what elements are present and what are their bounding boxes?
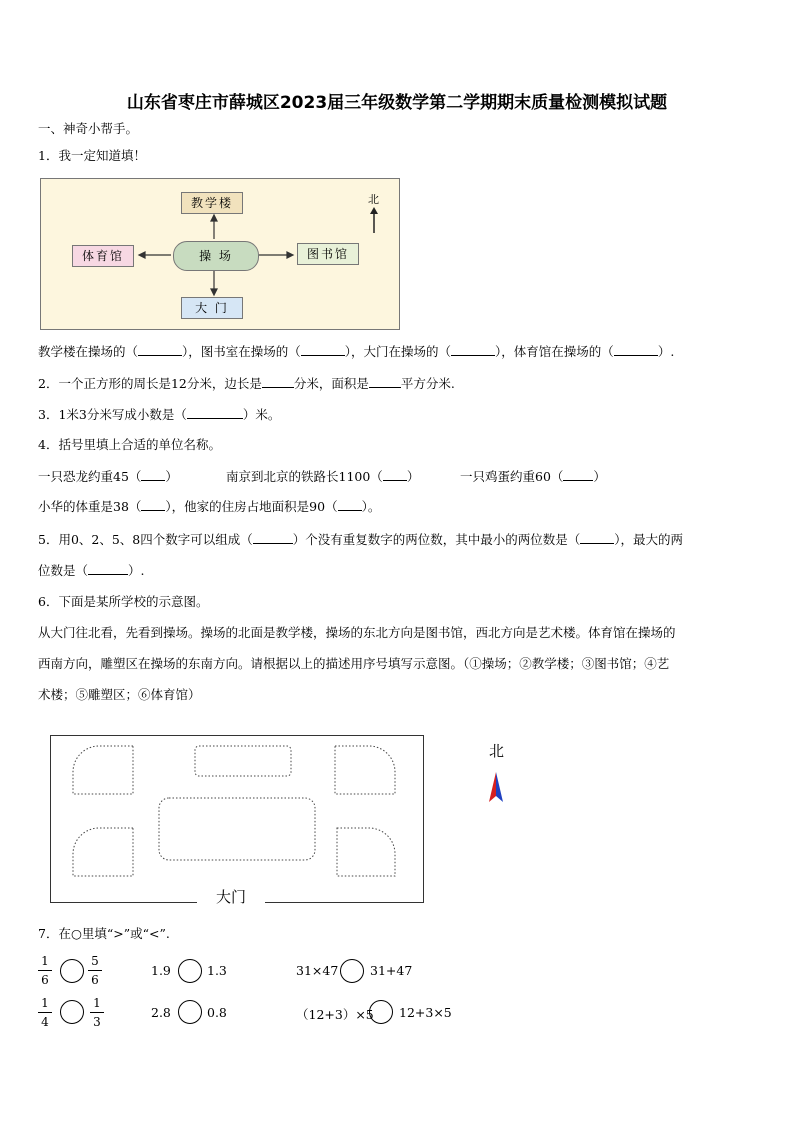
gym-box: 体育馆 <box>72 245 134 267</box>
area-slot-center <box>159 798 315 860</box>
decimal-left: 2.8 <box>151 1005 171 1020</box>
decimal-right: 0.8 <box>207 1005 227 1020</box>
q7-heading: 7．在○里填“>”或“<”. <box>38 926 170 941</box>
gate-label: 大门 <box>216 888 247 906</box>
fraction: 1 6 <box>38 954 52 987</box>
compare-circle[interactable] <box>369 1000 393 1024</box>
q6-paragraph-2: 西南方向，雕塑区在操场的东南方向。请根据以上的描述用序号填写示意图。（①操场；②教学楼；③图书馆；④艺 <box>38 656 670 671</box>
compare-circle[interactable] <box>340 959 364 983</box>
compass-arrow-icon <box>488 770 512 804</box>
page-title: 山东省枣庄市薛城区2023届三年级数学第二学期期末质量检测模拟试题 <box>126 93 668 113</box>
q5-line1: 5．用0、2、5、8四个数字可以组成（ ）个没有重复数字的两位数，其中最小的两位数是（ ），最大的两 <box>38 532 684 547</box>
q4-b: 南京到北京的铁路长1100（ ） <box>226 469 420 484</box>
answer-blank[interactable] <box>563 468 593 481</box>
fraction: 5 6 <box>88 954 102 987</box>
q6-heading: 6．下面是某所学校的示意图。 <box>38 594 209 609</box>
decimal-left: 1.9 <box>151 963 171 978</box>
area-slot-southeast <box>337 828 395 876</box>
answer-blank[interactable] <box>369 375 401 388</box>
library-box: 图书馆 <box>297 243 359 265</box>
area-slot-northeast <box>335 746 395 794</box>
diagram-arrows <box>41 179 399 329</box>
area-slot-northwest <box>73 746 133 794</box>
school-map <box>50 735 424 906</box>
q3: 3．1米3分米写成小数是（ ）米。 <box>38 407 281 422</box>
answer-blank[interactable] <box>138 343 182 356</box>
fraction: 1 3 <box>90 996 104 1029</box>
decimal-right: 1.3 <box>207 963 227 978</box>
direction-diagram <box>40 178 400 330</box>
north-label: 北 <box>368 193 379 206</box>
answer-blank[interactable] <box>614 343 658 356</box>
answer-blank[interactable] <box>253 531 293 544</box>
answer-blank[interactable] <box>187 406 243 419</box>
answer-blank[interactable] <box>301 343 345 356</box>
area-slot-north <box>195 746 291 776</box>
q6-paragraph-1: 从大门往北看，先看到操场。操场的北面是教学楼，操场的东北方向是图书馆，西北方向是艺术楼。体育馆在操场的 <box>38 625 676 640</box>
section-heading: 一、神奇小帮手。 <box>38 121 139 136</box>
answer-blank[interactable] <box>141 468 165 481</box>
expression-right: 12+3×5 <box>399 1005 452 1020</box>
compare-circle[interactable] <box>60 959 84 983</box>
compare-circle[interactable] <box>60 1000 84 1024</box>
fraction: 1 4 <box>38 996 52 1029</box>
area-slot-southwest <box>73 828 133 876</box>
answer-blank[interactable] <box>580 531 614 544</box>
answer-blank[interactable] <box>141 498 165 511</box>
q1-heading: 1．我一定知道填！ <box>38 148 146 163</box>
answer-blank[interactable] <box>88 562 128 575</box>
q5-line2: 位数是（ ）. <box>38 563 145 578</box>
teaching-building-box: 教学楼 <box>181 192 243 214</box>
q4-c: 一只鸡蛋约重60（ ） <box>460 469 606 484</box>
compare-circle[interactable] <box>178 1000 202 1024</box>
q4-a: 一只恐龙约重45（ ） <box>38 469 178 484</box>
q4-heading: 4．括号里填上合适的单位名称。 <box>38 437 221 452</box>
playground-box: 操 场 <box>173 241 259 271</box>
north-label: 北 <box>489 742 505 760</box>
gate-box: 大 门 <box>181 297 243 319</box>
answer-blank[interactable] <box>262 375 294 388</box>
q4-d: 小华的体重是38（ ），他家的住房占地面积是90（ ）。 <box>38 499 381 514</box>
q1-fill-line: 教学楼在操场的（ ），图书室在操场的（ ），大门在操场的（ ），体育馆在操场的（ ）. <box>38 344 675 359</box>
expression-left: （12+3）×5 <box>296 1007 374 1022</box>
answer-blank[interactable] <box>338 498 362 511</box>
answer-blank[interactable] <box>383 468 407 481</box>
expression-left: 31×47 <box>296 963 339 978</box>
answer-blank[interactable] <box>451 343 495 356</box>
q2: 2．一个正方形的周长是12分米，边长是 分米，面积是 平方分米. <box>38 376 455 391</box>
expression-right: 31+47 <box>370 963 413 978</box>
q6-paragraph-3: 术楼；⑤雕塑区；⑥体育馆） <box>38 687 201 702</box>
compare-circle[interactable] <box>178 959 202 983</box>
